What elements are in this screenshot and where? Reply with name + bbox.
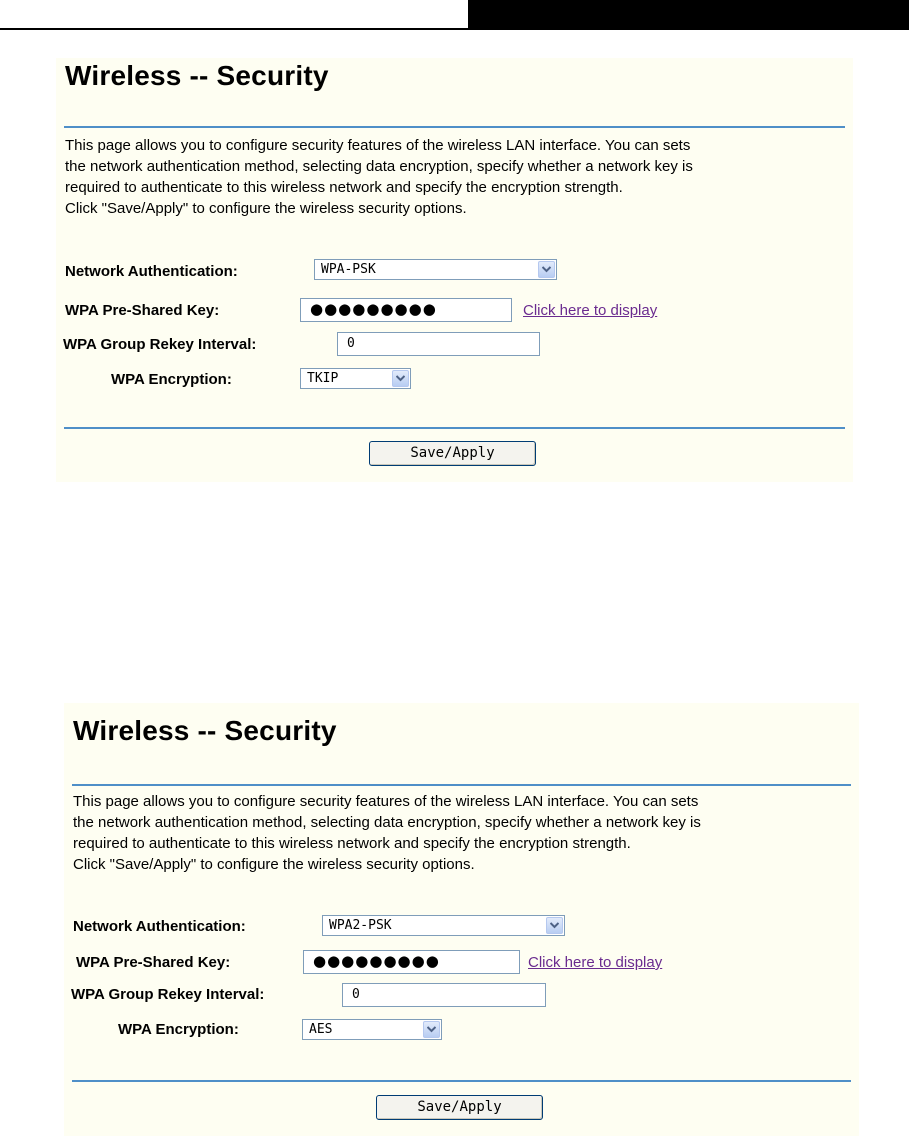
- chevron-down-icon[interactable]: [538, 261, 555, 278]
- page-title: Wireless -- Security: [65, 60, 329, 91]
- save-apply-button[interactable]: Save/Apply: [369, 441, 536, 466]
- network-authentication-select[interactable]: [314, 259, 557, 280]
- wpa-encryption-select[interactable]: [302, 1019, 442, 1040]
- wpa-group-rekey-interval-label: WPA Group Rekey Interval:: [71, 986, 265, 1003]
- wpa-pre-shared-key-label: WPA Pre-Shared Key:: [76, 954, 231, 971]
- wpa-group-rekey-interval-label: WPA Group Rekey Interval:: [63, 336, 257, 353]
- rekey-interval-value: 0: [352, 987, 360, 1002]
- chevron-down-icon[interactable]: [423, 1021, 440, 1038]
- chevron-down-icon[interactable]: [546, 917, 563, 934]
- bottom-divider: [64, 427, 845, 429]
- bottom-divider: [72, 1080, 851, 1082]
- click-to-display-link[interactable]: Click here to display: [528, 954, 663, 971]
- network-authentication-value: WPA2-PSK: [329, 918, 392, 933]
- page-title: Wireless -- Security: [73, 715, 337, 746]
- wpa-encryption-label: WPA Encryption:: [118, 1021, 239, 1038]
- wpa-encryption-label: WPA Encryption:: [111, 371, 232, 388]
- description-text: This page allows you to configure security features of the wireless LAN interface. You can sets the network authentication method, selecting data encryption, specify whether a network key is required to authenticate to this wireless network and specify the encryption strength. Click "Save/Apply" to configure the wireless security options.: [73, 793, 701, 873]
- security-panel-2: [64, 703, 859, 1136]
- rekey-interval-value: 0: [347, 336, 355, 351]
- wpa-pre-shared-key-input[interactable]: [303, 950, 520, 974]
- top-divider: [64, 126, 845, 128]
- wpa-pre-shared-key-input[interactable]: [300, 298, 512, 322]
- header-rule: [0, 28, 909, 30]
- network-authentication-select[interactable]: [322, 915, 565, 936]
- save-apply-button[interactable]: Save/Apply: [376, 1095, 543, 1120]
- wpa-group-rekey-interval-input[interactable]: [337, 332, 540, 356]
- wpa-pre-shared-key-label: WPA Pre-Shared Key:: [65, 302, 220, 319]
- chevron-down-icon[interactable]: [392, 370, 409, 387]
- masked-key-value: ●●●●●●●●●: [313, 952, 440, 970]
- network-authentication-value: WPA-PSK: [321, 262, 376, 277]
- document-header: [0, 0, 909, 32]
- security-panel-1: [56, 58, 853, 482]
- network-authentication-label: Network Authentication:: [65, 263, 238, 280]
- wpa-group-rekey-interval-input[interactable]: [342, 983, 546, 1007]
- masked-key-value: ●●●●●●●●●: [310, 300, 437, 318]
- wpa-encryption-select[interactable]: [300, 368, 411, 389]
- wpa-encryption-value: TKIP: [307, 371, 339, 386]
- top-divider: [72, 784, 851, 786]
- description-text: This page allows you to configure security features of the wireless LAN interface. You can sets the network authentication method, selecting data encryption, specify whether a network key is required to authenticate to this wireless network and specify the encryption strength. Click "Save/Apply" to configure the wireless security options.: [65, 137, 693, 217]
- header-black-bar: [468, 0, 909, 28]
- wpa-encryption-value: AES: [309, 1022, 333, 1037]
- network-authentication-label: Network Authentication:: [73, 918, 246, 935]
- click-to-display-link[interactable]: Click here to display: [523, 302, 658, 319]
